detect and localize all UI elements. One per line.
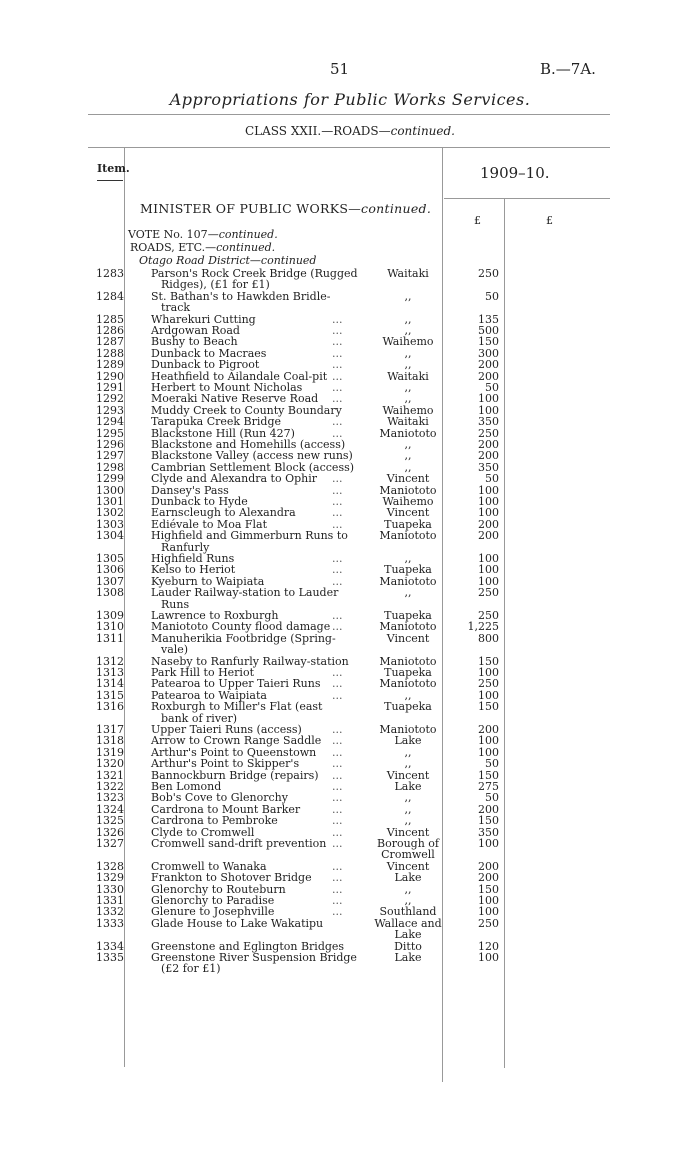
- item-number: 1326: [96, 825, 124, 839]
- amount-value: 100: [478, 495, 499, 508]
- leader-dots: ...: [332, 392, 343, 406]
- year-rule: [444, 198, 610, 199]
- item-description: Naseby to Ranfurly Railway-station: [151, 654, 349, 668]
- year-heading: 1909–10.: [480, 164, 550, 182]
- amount-value: 150: [478, 768, 499, 782]
- item-description: Patearoa to Waipiata: [151, 688, 267, 702]
- leader-dots: ...: [332, 563, 343, 577]
- item-number: 1332: [96, 905, 124, 919]
- vote-continued: —continued.: [207, 228, 278, 241]
- page-number: 51: [330, 60, 350, 78]
- leader-dots: ...: [332, 346, 343, 360]
- item-description: Dunback to Macraes: [151, 346, 267, 360]
- district-name: Tuapeka: [384, 666, 432, 679]
- item-description: Lawrence to Roxburgh: [151, 609, 279, 622]
- district-name: Maniototo: [379, 574, 437, 588]
- item-description: Parson's Rock Creek Bridge (Rugged: [151, 267, 358, 280]
- item-number: 1317: [96, 723, 124, 736]
- item-number: 1329: [96, 871, 124, 885]
- item-description: Manuherikia Footbridge (Spring-: [151, 631, 336, 645]
- item-description: Clyde to Cromwell: [151, 825, 255, 839]
- district-name: ,,: [404, 586, 412, 600]
- district-name: Maniototo: [379, 677, 437, 691]
- amount-value: 100: [478, 894, 499, 907]
- amount-value: 200: [478, 517, 499, 531]
- leader-dots: ...: [332, 780, 343, 793]
- amount-value: 100: [478, 392, 499, 406]
- item-number: 1302: [96, 506, 124, 520]
- district-name: Waihemo: [382, 335, 434, 349]
- district-label: Otago Road District: [139, 254, 250, 267]
- amount-value: 200: [478, 529, 499, 543]
- item-description: Arthur's Point to Queenstown: [151, 745, 317, 759]
- item-number: 1319: [96, 745, 124, 759]
- leader-dots: ...: [332, 620, 343, 634]
- item-number: 1325: [96, 814, 124, 828]
- item-number: 1315: [96, 688, 124, 702]
- item-description: Cambrian Settlement Block (access): [151, 460, 355, 474]
- item-description: Cromwell to Wanaka: [151, 859, 267, 873]
- top-rule: [88, 114, 610, 115]
- item-number: 1307: [96, 574, 124, 588]
- item-description: Highfield Runs: [151, 552, 235, 565]
- item-description: Greenstone and Eglington Bridges: [151, 939, 345, 953]
- leader-dots: ...: [332, 723, 343, 736]
- item-description: Park Hill to Heriot: [151, 666, 254, 679]
- leader-dots: ...: [332, 415, 343, 429]
- amount-value: 50: [485, 791, 499, 805]
- amount-value: 100: [478, 563, 499, 577]
- leader-dots: ...: [332, 837, 343, 850]
- item-description: Greenstone River Suspension Bridge: [151, 951, 357, 964]
- amount-value: 100: [478, 951, 499, 964]
- item-description: Glenorchy to Paradise: [151, 894, 275, 907]
- leader-dots: ...: [332, 734, 343, 748]
- item-description: Cardrona to Mount Barker: [151, 802, 301, 816]
- item-description: Lauder Railway-station to Lauder: [151, 586, 339, 600]
- district-name: Maniototo: [379, 483, 437, 497]
- item-description: Cardrona to Pembroke: [151, 814, 278, 828]
- leader-dots: ...: [332, 745, 343, 759]
- item-description: Roxburgh to Miller's Flat (east: [151, 700, 323, 714]
- district-name: Vincent: [386, 768, 430, 782]
- item-number: 1306: [96, 563, 124, 577]
- district-name: Tuapeka: [384, 609, 432, 622]
- amount-value: 100: [478, 403, 499, 417]
- district-name: Waitaki: [387, 415, 429, 429]
- district-name: ,,: [404, 289, 412, 303]
- district-name: ,,: [404, 438, 412, 451]
- amount-value: 100: [478, 666, 499, 679]
- page-title: Appropriations for Public Works Services.: [169, 90, 531, 109]
- item-number: 1299: [96, 472, 124, 486]
- item-description: Dansey's Pass: [151, 483, 229, 497]
- district-name: ,,: [404, 358, 412, 372]
- amount-value: 500: [478, 324, 499, 337]
- item-number: 1335: [96, 951, 124, 964]
- district-name: Lake: [394, 928, 422, 942]
- item-description: Arrow to Crown Range Saddle: [151, 734, 322, 748]
- item-number: 1292: [96, 392, 124, 406]
- item-number: 1331: [96, 894, 124, 907]
- item-number: 1304: [96, 529, 124, 543]
- amount-value: 200: [478, 358, 499, 372]
- leader-dots: ...: [332, 677, 343, 691]
- amount-value: 100: [478, 574, 499, 588]
- item-description: Blackstone and Homehills (access): [151, 438, 346, 451]
- amount-value: 300: [478, 346, 499, 360]
- item-description: Ridges), (£1 for £1): [161, 278, 270, 292]
- amount-value: 800: [478, 631, 499, 645]
- item-description: track: [161, 301, 191, 315]
- vote-label: VOTE No. 107: [128, 228, 208, 241]
- amount-value: 200: [478, 369, 499, 383]
- vote-heading: [128, 228, 278, 241]
- item-number: 1291: [96, 381, 124, 394]
- item-description: Heathfield to Ailandale Coal-pit: [151, 369, 328, 383]
- district-name: Vincent: [386, 825, 430, 839]
- amount-value: 1,225: [467, 620, 499, 634]
- leader-dots: ...: [332, 791, 343, 805]
- district-name: ,,: [404, 791, 412, 805]
- amount-value: 350: [478, 415, 499, 429]
- amount-value: 150: [478, 700, 499, 714]
- item-description: Maniototo County flood damage: [151, 620, 331, 634]
- district-name: Maniototo: [379, 620, 437, 634]
- item-description: Ben Lomond: [151, 780, 222, 793]
- amount-value: 275: [478, 780, 499, 793]
- item-number: 1308: [96, 586, 124, 600]
- item-description: Cromwell sand-drift prevention: [151, 837, 327, 850]
- district-name: Vincent: [386, 631, 430, 645]
- district-name: Tuapeka: [384, 563, 432, 577]
- district-name: Waihemo: [382, 403, 434, 417]
- district-name: ,,: [404, 312, 412, 326]
- class-heading: [0, 124, 700, 138]
- item-description: Blackstone Valley (access new runs): [151, 449, 353, 463]
- district-name: Maniototo: [379, 654, 437, 668]
- class-continued: —continued.: [378, 124, 455, 138]
- amount-value: 350: [478, 460, 499, 474]
- amount-value: 100: [478, 837, 499, 850]
- district-name: ,,: [404, 381, 412, 394]
- leader-dots: ...: [332, 324, 343, 337]
- district-name: Lake: [394, 734, 422, 748]
- item-number: 1334: [96, 939, 124, 953]
- amount-value: 200: [478, 859, 499, 873]
- item-number: 1303: [96, 517, 124, 531]
- item-number: 1318: [96, 734, 124, 748]
- district-name: Borough of: [377, 837, 439, 850]
- item-description: Runs: [161, 597, 190, 611]
- leader-dots: ...: [332, 882, 343, 896]
- item-number: 1283: [96, 267, 124, 280]
- roads-heading: [130, 241, 275, 254]
- leader-dots: ...: [332, 335, 343, 349]
- district-name: ,,: [404, 745, 412, 759]
- item-number: 1320: [96, 757, 124, 771]
- amount-value: 200: [478, 802, 499, 816]
- amount-value: 50: [485, 289, 499, 303]
- item-number: 1297: [96, 449, 124, 463]
- item-number: 1288: [96, 346, 124, 360]
- amount-value: 150: [478, 882, 499, 896]
- leader-dots: ...: [332, 472, 343, 486]
- item-description: Kelso to Heriot: [151, 563, 236, 577]
- district-name: ,,: [404, 449, 412, 463]
- item-description: Highfield and Gimmerburn Runs to: [151, 529, 348, 543]
- amount-value: 250: [478, 916, 499, 930]
- leader-dots: ...: [332, 483, 343, 497]
- item-number: 1310: [96, 620, 124, 634]
- leader-dots: ...: [332, 609, 343, 622]
- item-description: Glenorchy to Routeburn: [151, 882, 286, 896]
- leader-dots: ...: [332, 894, 343, 907]
- amount-value: 100: [478, 734, 499, 748]
- item-description: Clyde and Alexandra to Ophir: [151, 472, 318, 486]
- district-name: Lake: [394, 871, 422, 885]
- item-column-heading: Item.: [97, 162, 130, 175]
- item-number: 1312: [96, 654, 124, 668]
- district-name: Lake: [394, 951, 422, 964]
- leader-dots: ...: [332, 802, 343, 816]
- currency-heading-2: £: [546, 214, 553, 227]
- item-number: 1284: [96, 289, 124, 303]
- item-number: 1286: [96, 324, 124, 337]
- item-number: 1333: [96, 916, 124, 930]
- item-description: Moeraki Native Reserve Road: [151, 392, 319, 406]
- item-number: 1293: [96, 403, 124, 417]
- item-description: Herbert to Mount Nicholas: [151, 381, 303, 394]
- item-number: 1328: [96, 859, 124, 873]
- item-column-rule: [124, 147, 125, 1067]
- item-description: Ardgowan Road: [151, 324, 240, 337]
- district-name: ,,: [404, 894, 412, 907]
- district-name: Vincent: [386, 859, 430, 873]
- district-name: Vincent: [386, 506, 430, 520]
- district-name: Tuapeka: [384, 517, 432, 531]
- item-description: vale): [161, 643, 189, 657]
- amount-value: 150: [478, 335, 499, 349]
- leader-dots: ...: [332, 688, 343, 702]
- amount-value: 200: [478, 871, 499, 885]
- item-description: Bob's Cove to Glenorchy: [151, 791, 288, 805]
- district-name: Tuapeka: [384, 700, 432, 714]
- amount-value: 100: [478, 745, 499, 759]
- item-number: 1311: [96, 631, 124, 645]
- item-description: Bannockburn Bridge (repairs): [151, 768, 319, 782]
- leader-dots: ...: [332, 517, 343, 531]
- amount-value: 120: [478, 939, 499, 953]
- district-name: Maniototo: [379, 529, 437, 543]
- district-name: Vincent: [386, 472, 430, 486]
- leader-dots: ...: [332, 757, 343, 771]
- item-number: 1324: [96, 802, 124, 816]
- item-description: (£2 for £1): [161, 962, 221, 976]
- item-number: 1327: [96, 837, 124, 850]
- item-description: Frankton to Shotover Bridge: [151, 871, 312, 885]
- item-number: 1322: [96, 780, 124, 793]
- header-rule: [88, 147, 610, 148]
- district-name: ,,: [404, 757, 412, 771]
- minister-heading: [140, 201, 431, 216]
- roads-continued: —continued.: [205, 241, 276, 254]
- leader-dots: ...: [332, 574, 343, 588]
- amount-value: 135: [478, 312, 499, 326]
- item-description: Earnscleugh to Alexandra: [151, 506, 296, 520]
- leader-dots: ...: [332, 495, 343, 508]
- item-number: 1305: [96, 552, 124, 565]
- item-number: 1314: [96, 677, 124, 691]
- currency-heading-1: £: [474, 214, 481, 227]
- item-description: St. Bathan's to Hawkden Bridle-: [151, 289, 331, 303]
- item-description: Dunback to Pigroot: [151, 358, 260, 372]
- leader-dots: ...: [332, 871, 343, 885]
- district-name: Lake: [394, 780, 422, 793]
- item-description: Wharekuri Cutting: [151, 312, 256, 326]
- item-number: 1285: [96, 312, 124, 326]
- district-name: ,,: [404, 552, 412, 565]
- leader-dots: ...: [332, 369, 343, 383]
- leader-dots: ...: [332, 825, 343, 839]
- class-main: CLASS XXII.—ROADS: [244, 124, 379, 138]
- item-number: 1330: [96, 882, 124, 896]
- document-reference: B.—7A.: [540, 60, 596, 78]
- district-name: Wallace and: [374, 916, 442, 930]
- amount-value: 100: [478, 905, 499, 919]
- leader-dots: ...: [332, 312, 343, 326]
- item-description: Ediévale to Moa Flat: [151, 517, 268, 531]
- leader-dots: ...: [332, 358, 343, 372]
- leader-dots: ...: [332, 768, 343, 782]
- leader-dots: ...: [332, 859, 343, 873]
- item-description: Upper Taieri Runs (access): [151, 723, 302, 736]
- amount-value: 50: [485, 757, 499, 771]
- amount-value: 50: [485, 381, 499, 394]
- minister-label: MINISTER OF PUBLIC WORKS: [140, 201, 349, 216]
- district-name: ,,: [404, 882, 412, 896]
- item-description: Ranfurly: [161, 540, 210, 554]
- item-number: 1323: [96, 791, 124, 805]
- amount-value: 200: [478, 449, 499, 463]
- item-number: 1300: [96, 483, 124, 497]
- item-description: Patearoa to Upper Taieri Runs: [151, 677, 321, 691]
- item-description: Kyeburn to Waipiata: [151, 574, 265, 588]
- item-number: 1321: [96, 768, 124, 782]
- amount-value: 100: [478, 688, 499, 702]
- amount-value: 150: [478, 654, 499, 668]
- amount-value: 50: [485, 472, 499, 486]
- amount-value: 350: [478, 825, 499, 839]
- minister-continued: —continued.: [348, 201, 432, 216]
- amount-value: 200: [478, 438, 499, 451]
- amount-value: 250: [478, 677, 499, 691]
- item-number: 1296: [96, 438, 124, 451]
- amount-value: 250: [478, 609, 499, 622]
- item-number: 1309: [96, 609, 124, 622]
- roads-label: ROADS, ETC.: [130, 241, 206, 254]
- leader-dots: ...: [332, 506, 343, 520]
- district-name: Ditto: [394, 939, 422, 953]
- item-description: Tarapuka Creek Bridge: [151, 415, 282, 429]
- amount-value: 100: [478, 552, 499, 565]
- district-name: Maniototo: [379, 723, 437, 736]
- amount-value: 150: [478, 814, 499, 828]
- amount-value: 250: [478, 267, 499, 280]
- district-name: ,,: [404, 460, 412, 474]
- district-name: ,,: [404, 392, 412, 406]
- item-number: 1301: [96, 495, 124, 508]
- amount-value: 100: [478, 483, 499, 497]
- district-name: Maniototo: [379, 426, 437, 440]
- district-name: Waitaki: [387, 369, 429, 383]
- district-heading: [139, 254, 316, 267]
- district-name: ,,: [404, 346, 412, 360]
- second-amount-column-rule: [504, 198, 505, 1068]
- item-number: 1298: [96, 460, 124, 474]
- district-name: Southland: [379, 905, 437, 919]
- amount-value: 250: [478, 586, 499, 600]
- item-description: Glenure to Josephville: [151, 905, 275, 919]
- item-description: Dunback to Hyde: [151, 495, 248, 508]
- district-name: Cromwell: [381, 848, 435, 862]
- item-description: Glade House to Lake Wakatipu: [151, 916, 324, 930]
- item-description: Arthur's Point to Skipper's: [151, 757, 300, 771]
- district-name: ,,: [404, 814, 412, 828]
- leader-dots: ...: [332, 552, 343, 565]
- item-description: Bushy to Beach: [151, 335, 238, 349]
- item-number: 1295: [96, 426, 124, 440]
- district-continued: —continued: [249, 254, 317, 267]
- amount-value: 200: [478, 723, 499, 736]
- item-description: Blackstone Hill (Run 427): [151, 426, 295, 440]
- amount-value: 100: [478, 506, 499, 520]
- item-description: Muddy Creek to County Boundary: [151, 403, 342, 417]
- district-name: ,,: [404, 802, 412, 816]
- leader-dots: ...: [332, 381, 343, 394]
- district-name: Waitaki: [387, 267, 429, 280]
- leader-dots: ...: [332, 426, 343, 440]
- amount-value: 250: [478, 426, 499, 440]
- item-number: 1294: [96, 415, 124, 429]
- item-heading-underline: [97, 180, 123, 181]
- district-name: ,,: [404, 324, 412, 337]
- item-number: 1313: [96, 666, 124, 679]
- item-number: 1290: [96, 369, 124, 383]
- item-number: 1316: [96, 700, 124, 714]
- leader-dots: ...: [332, 905, 343, 919]
- leader-dots: ...: [332, 814, 343, 828]
- leader-dots: ...: [332, 666, 343, 679]
- district-name: Waihemo: [382, 495, 434, 508]
- item-description: bank of river): [161, 711, 238, 725]
- item-number: 1289: [96, 358, 124, 372]
- item-number: 1287: [96, 335, 124, 349]
- district-name: ,,: [404, 688, 412, 702]
